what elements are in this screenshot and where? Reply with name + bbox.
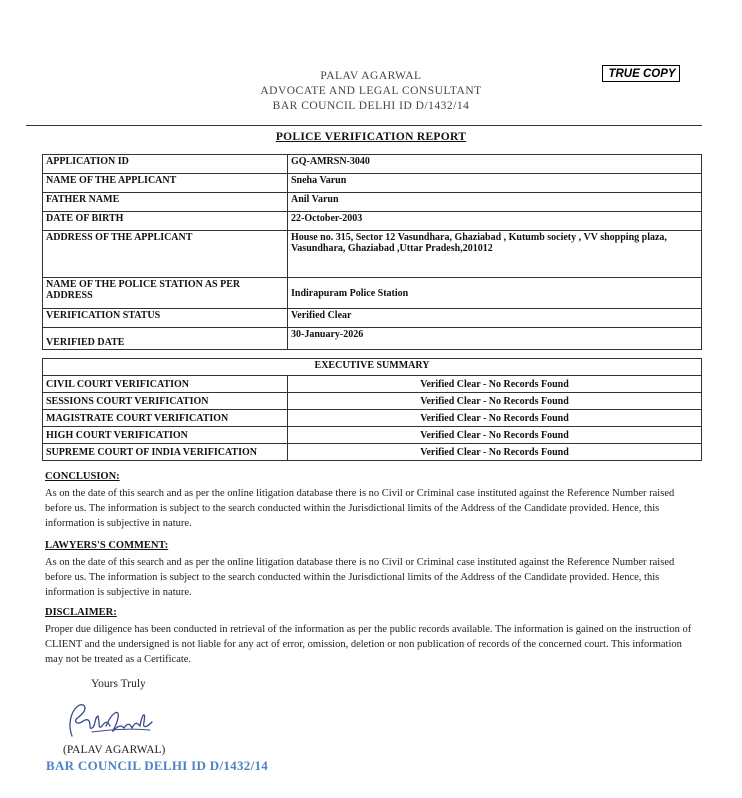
detail-label: ADDRESS OF THE APPLICANT <box>43 231 288 278</box>
summary-label: MAGISTRATE COURT VERIFICATION <box>43 410 288 427</box>
detail-value: Indirapuram Police Station <box>288 278 702 309</box>
table-row <box>43 359 702 376</box>
summary-label: SUPREME COURT OF INDIA VERIFICATION <box>43 444 288 461</box>
report-title: POLICE VERIFICATION REPORT <box>275 131 467 143</box>
table-row <box>43 231 702 278</box>
detail-value: GQ-AMRSN-3040 <box>288 155 702 174</box>
detail-value: Verified Clear <box>288 309 702 328</box>
summary-value: Verified Clear - No Records Found <box>288 410 702 427</box>
conclusion-section <box>45 469 697 531</box>
table-row <box>43 193 702 212</box>
table-row <box>43 444 702 461</box>
detail-label: FATHER NAME <box>43 193 288 212</box>
signatory-bar-id: BAR COUNCIL DELHI ID D/1432/14 <box>46 758 269 773</box>
summary-value: Verified Clear - No Records Found <box>288 427 702 444</box>
detail-label: APPLICATION ID <box>43 155 288 174</box>
conclusion-heading: CONCLUSION: <box>45 471 120 482</box>
disclaimer-section <box>45 605 697 667</box>
executive-summary-table <box>42 358 702 461</box>
detail-value: Anil Varun <box>288 193 702 212</box>
closing-text: Yours Truly <box>91 678 146 690</box>
summary-label: CIVIL COURT VERIFICATION <box>43 376 288 393</box>
table-row <box>43 174 702 193</box>
advocate-bar-id: BAR COUNCIL DELHI ID D/1432/14 <box>272 100 470 112</box>
detail-label: NAME OF THE APPLICANT <box>43 174 288 193</box>
detail-value: House no. 315, Sector 12 Vasundhara, Ghaziabad , Kutumb society , VV shopping plaza, Vasundhara, Ghaziabad ,Uttar Pradesh,201012 <box>288 231 702 278</box>
table-row <box>43 427 702 444</box>
signature-image <box>62 700 158 742</box>
summary-value: Verified Clear - No Records Found <box>288 376 702 393</box>
detail-value: Sneha Varun <box>288 174 702 193</box>
table-row <box>43 212 702 231</box>
table-row <box>43 309 702 328</box>
summary-value: Verified Clear - No Records Found <box>288 444 702 461</box>
lawyers-comment-text: As on the date of this search and as per the online litigation database there is no Civil or Criminal case instituted against the Reference Number raised before us. The information is subject to the search conducted within the Jurisdictional limits of the Address of the Candidate provided. Hence, this information is subjective in nature. <box>45 557 675 598</box>
summary-label: HIGH COURT VERIFICATION <box>43 427 288 444</box>
header-divider <box>26 125 702 126</box>
detail-value: 22-October-2003 <box>288 212 702 231</box>
detail-value: 30-January-2026 <box>288 328 702 350</box>
disclaimer-text: Proper due diligence has been conducted in retrieval of the information as per the public records available. The information is gained on the instruction of CLIENT and the undersigned is not liable for any act of error, omission, deletion or non publication of records of the concerned court. This information may not be treated as a Certificate. <box>45 624 692 665</box>
summary-title: EXECUTIVE SUMMARY <box>43 359 702 376</box>
detail-label: VERIFICATION STATUS <box>43 309 288 328</box>
detail-label: DATE OF BIRTH <box>43 212 288 231</box>
conclusion-text: As on the date of this search and as per the online litigation database there is no Civil or Criminal case instituted against the Reference Number raised before us. The information is subject to the search conducted within the Jurisdictional limits of the Address of the Candidate provided. Hence, this information is subjective in nature. <box>45 488 675 529</box>
table-row <box>43 278 702 309</box>
table-row <box>43 328 702 350</box>
table-row <box>43 393 702 410</box>
detail-label: NAME OF THE POLICE STATION AS PER ADDRESS <box>43 278 288 309</box>
advocate-role: ADVOCATE AND LEGAL CONSULTANT <box>260 85 482 97</box>
detail-label: VERIFIED DATE <box>43 328 288 350</box>
lawyers-comment-heading: LAWYERS'S COMMENT: <box>45 540 169 551</box>
advocate-name: PALAV AGARWAL <box>320 70 422 82</box>
summary-value: Verified Clear - No Records Found <box>288 393 702 410</box>
true-copy-stamp: TRUE COPY <box>602 65 680 82</box>
details-table <box>42 154 702 350</box>
disclaimer-heading: DISCLAIMER: <box>45 607 117 618</box>
table-row <box>43 155 702 174</box>
lawyers-comment-section <box>45 538 697 600</box>
table-row <box>43 410 702 427</box>
summary-label: SESSIONS COURT VERIFICATION <box>43 393 288 410</box>
signatory-name: (PALAV AGARWAL) <box>63 744 166 756</box>
table-row <box>43 376 702 393</box>
